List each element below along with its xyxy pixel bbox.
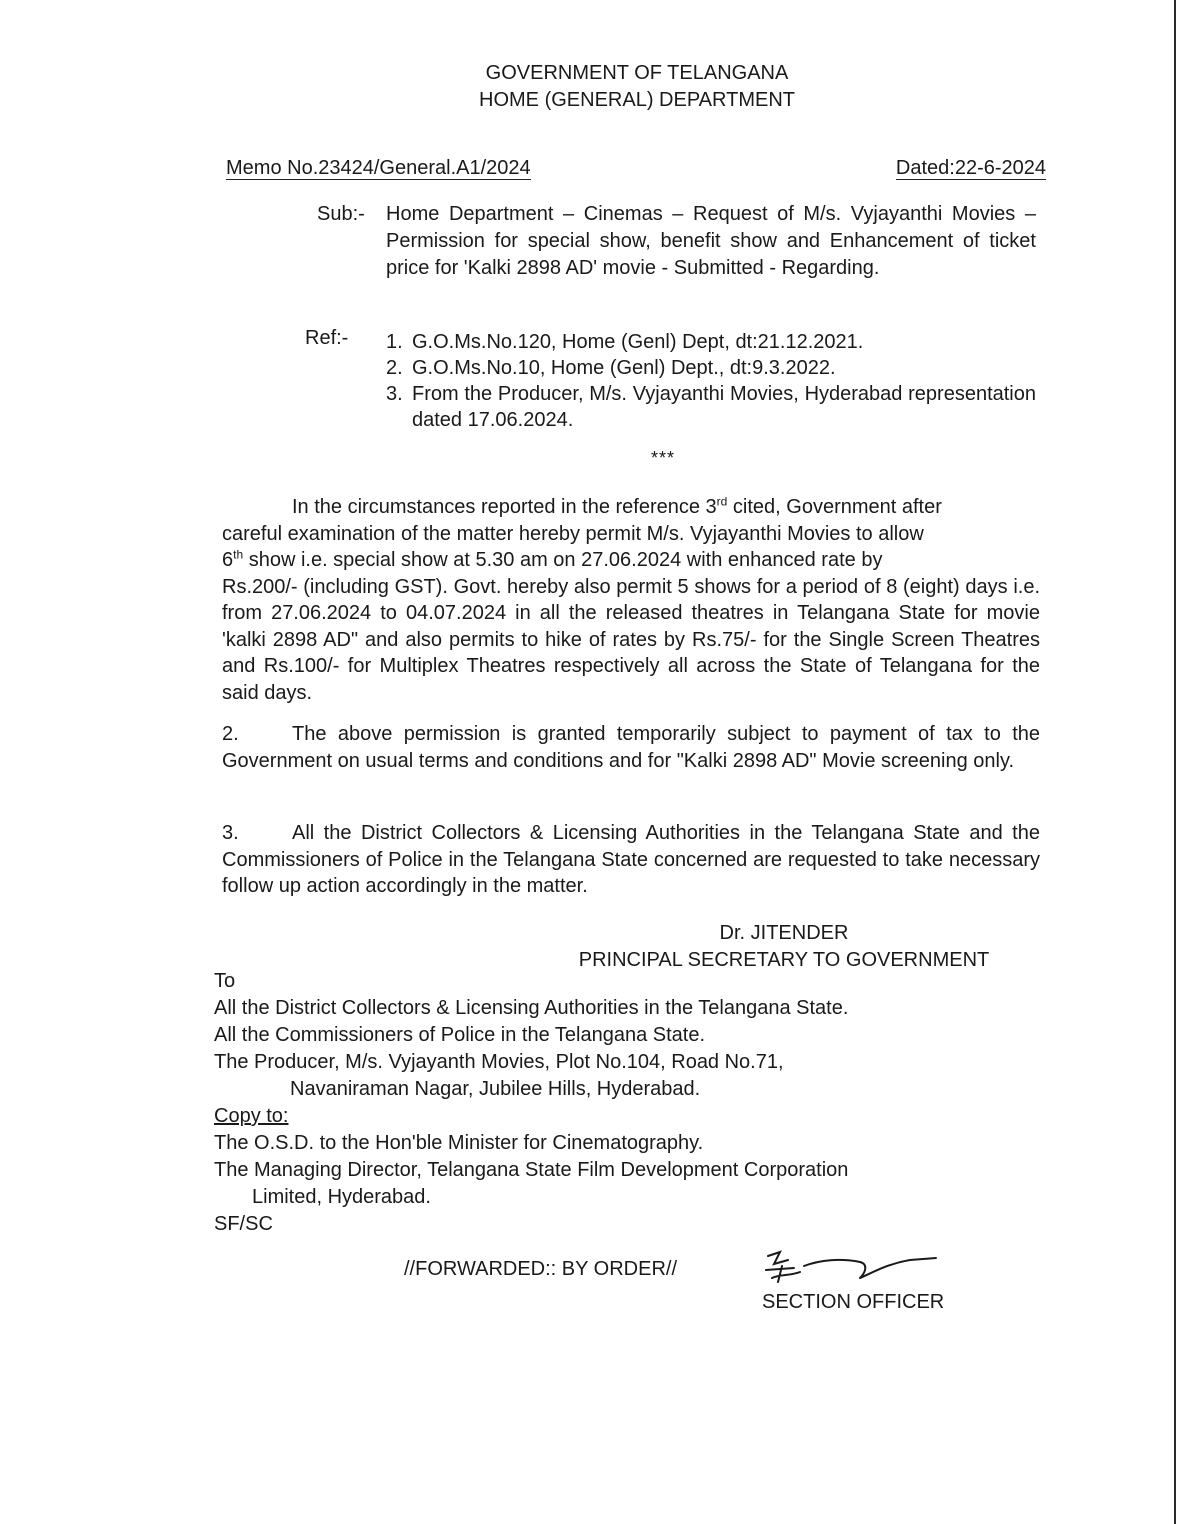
signatory-block [546, 920, 1022, 974]
separator-stars: *** [651, 448, 676, 468]
signatory-name: Dr. JITENDER [719, 922, 849, 944]
reference-item: 2. G.O.Ms.No.10, Home (Genl) Dept., dt:9.3.2022. [386, 357, 836, 379]
signature-icon [760, 1248, 950, 1294]
body-paragraph-2: 2. The above permission is granted temporarily subject to payment of tax to the Government on usual terms and conditions and for "Kalki 2898 AD" Movie screening only. [222, 723, 1040, 772]
reference-item: 3. From the Producer, M/s. Vyjayanthi Movies, Hyderabad representation dated 17.06.2024. [386, 383, 1036, 431]
reference-item: 1. G.O.Ms.No.120, Home (Genl) Dept, dt:21.12.2021. [386, 331, 864, 353]
government-name: GOVERNMENT OF TELANGANA [485, 62, 789, 84]
reference-label: Ref:- [305, 327, 349, 349]
recipients-block [214, 968, 984, 1238]
body-paragraph-1: In the circumstances reported in the reference 3rd cited, Government after careful examination of the matter hereby permit M/s. Vyjayanthi Movies to allow 6th show i.e. special show at 5.30 am on 27.06.2024 with enhanced rate by Rs.200/- (including GST). Govt. hereby also permit 5 shows for a period of 8 (eight) days i.e. from 27.06.2024 to 04.07.2024 in all the released theatres in Telangana State for movie 'kalki 2898 AD" and also permits to hike of rates by Rs.75/- for the Single Screen Theatres and Rs.100/- for Multiplex Theatres respectively all across the State of Telangana for the said days. [222, 494, 1040, 704]
body-paragraph-3: 3. All the District Collectors & Licensing Authorities in the Telangana State and the Commissioners of Police in the Telangana State concerned are requested to take necessary follow up action accordingly in the matter. [222, 822, 1040, 897]
to-label: To [214, 970, 236, 992]
reference-list [386, 329, 1036, 433]
document-header [0, 60, 1184, 114]
file-code: SF/SC [214, 1213, 273, 1235]
recipient-item: All the Commissioners of Police in the Telangana State. [214, 1024, 706, 1046]
recipient-item-continued: Navaniraman Nagar, Jubilee Hills, Hyderabad. [290, 1078, 701, 1100]
recipient-item: All the District Collectors & Licensing Authorities in the Telangana State. [214, 997, 849, 1019]
copy-to-item: The Managing Director, Telangana State Film Development Corporation [214, 1159, 849, 1181]
memo-date: Dated:22-6-2024 [895, 157, 1046, 179]
scan-edge-line [1174, 0, 1176, 1524]
section-officer-title: SECTION OFFICER [762, 1291, 945, 1313]
recipient-item: The Producer, M/s. Vyjayanth Movies, Plot No.104, Road No.71, [214, 1051, 784, 1073]
forwarded-by-order: //FORWARDED:: BY ORDER// [404, 1258, 677, 1280]
department-name: HOME (GENERAL) DEPARTMENT [479, 89, 795, 111]
memo-number: Memo No.23424/General.A1/2024 [226, 157, 531, 179]
subject-text: Home Department – Cinemas – Request of M/s. Vyjayanthi Movies – Permission for special show, benefit show and Enhancement of ticket price for 'Kalki 2898 AD' movie - Submitted - Regarding. [386, 203, 1036, 279]
copy-to-label: Copy to: [214, 1105, 289, 1127]
copy-to-item-continued: Limited, Hyderabad. [252, 1186, 431, 1208]
signatory-title: PRINCIPAL SECRETARY TO GOVERNMENT [578, 949, 990, 971]
subject-label: Sub:- [317, 203, 365, 225]
copy-to-item: The O.S.D. to the Hon'ble Minister for Cinematography. [214, 1132, 704, 1154]
